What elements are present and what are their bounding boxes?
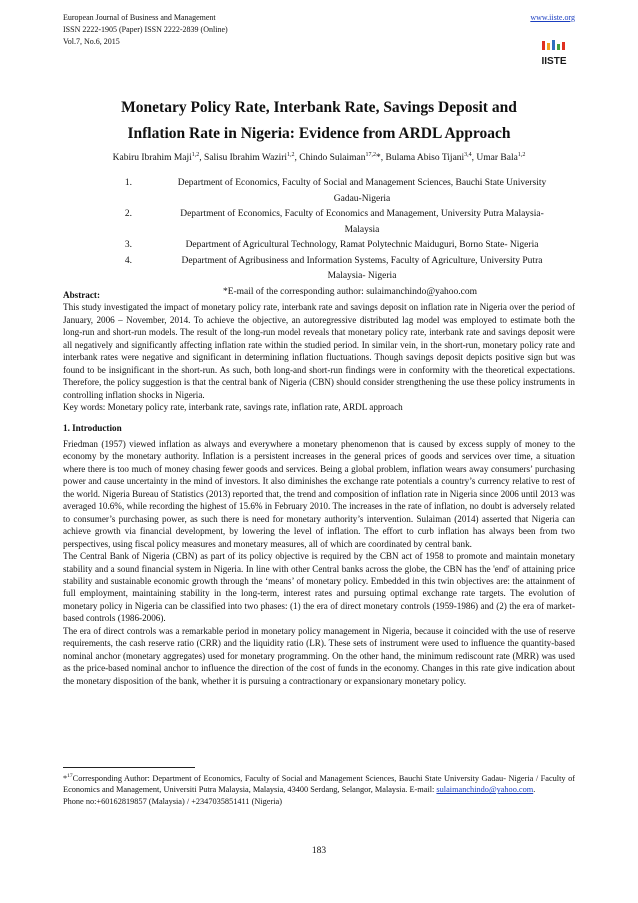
keywords: Key words: Monetary policy rate, interbank rate, savings rate, inflation rate, ARDL approach	[63, 402, 403, 413]
abstract-text: This study investigated the impact of monetary policy rate, interbank rate and savings deposit on inflation rate in Nigeria over the period of January, 2006 – November, 2014. To achieve the objective, an autoregressive distributed lag model was employed to estimate both the long-run and short-run models. The result of the long-run model reveals that monetary policy rate, interbank rate and savings deposit were all negatively and significantly affecting inflation rate within the studied period. In similar vein, in the short-run, monetary policy rate and interbank rates were negative and significant in determining inflation fluctuations. Though savings deposit depicts positive sign but was found to be insignificant in the short-run. As such, both long-and short-run findings were in conformity with the theoretical expectations. Therefore, the policy suggestion is that the central bank of Nigeria (CBN) should consider strengthening the use these policy instruments in controlling inflation shocks in Nigeria.	[63, 302, 575, 400]
paragraph: Friedman (1957) viewed inflation as always and everywhere a monetary phenomenon that is caused by excess supply of money to the economy by the monetary authority. Inflation is a persistent increases in the general prices of goods and services over time, a situation where there is too much of money chasing fewer goods and services. Being a global problem, inflation wears away consumers’ purchasing power and cause uncertainty in the mind of investors. It also diminishes the exchange rate potentials a country’s currency relative to rest of the world. Nigeria Bureau of Statistics (2013) reported that, the trend and composition of inflation rate in Nigeria since 2006 until 2013 was averaged 10.6%, while recording the highest of 15.6% in February 2010. The increases in the rate of inflation, no doubt is adversely related to consumer’s purchasing power, as such there is need for monetary authority’s intervention. Sulaiman (2014) asserted that Nigeria can achieve growth via financial development, by lowering the level of inflation. The effort to curb inflation has always been from two perspectives, using fiscal policy measures and monetary measures, all of which are coordinated by central bank.	[63, 438, 575, 549]
affiliation-item: 3. Department of Agricultural Technology, Ramat Polytechnic Maiduguri, Borno State- Nigeria	[124, 240, 539, 250]
volume-line: Vol.7, No.6, 2015	[63, 37, 120, 46]
title-line-1: Monetary Policy Rate, Interbank Rate, Savings Deposit and	[121, 99, 517, 116]
journal-header	[63, 12, 575, 48]
author: Salisu Ibrahim Waziri$^{1,2}$	[204, 152, 295, 164]
footnote-email-link[interactable]: sulaimanchindo@yahoo.com	[436, 785, 534, 795]
paper-title	[63, 95, 575, 147]
page-number: 183	[311, 846, 327, 856]
author-list: Kabiru Ibrahim Maji$^{1,2}$, Salisu Ibrahim Waziri$^{1,2}$, Chindo Sulaiman$^{17,2}$*, Bulama Abiso Tijani$^{3,4}$, Umar Bala$^{1,2}$	[112, 152, 526, 164]
footnote-divider	[63, 767, 195, 768]
journal-url-link[interactable]: www.iiste.org	[530, 13, 575, 22]
title-line-2: Inflation Rate in Nigeria: Evidence from ARDL Approach	[127, 125, 511, 142]
author: Kabiru Ibrahim Maji$^{1,2}$	[112, 152, 200, 164]
author: Bulama Abiso Tijani$^{3,4}$	[385, 152, 472, 164]
iiste-logo	[534, 40, 574, 68]
affiliation-list	[110, 176, 580, 300]
author: Chindo Sulaiman$^{17,2}$*	[299, 152, 381, 164]
issn-line: ISSN 2222-1905 (Paper) ISSN 2222-2839 (Online)	[63, 25, 228, 34]
body-text	[63, 289, 575, 687]
affiliation-item: 2. Department of Economics, Faculty of Economics and Management, University Putra Malaysia- Malaysia	[124, 209, 544, 235]
paragraph: The era of direct controls was a remarkable period in monetary policy management in Nigeria, because it coincided with the use of reserve requirements, the cash reserve ratio (CRR) and the liquidity ratio (LR). These sets of instrument were used to influence the quantity-based nominal anchor (monetary aggregates) used for monetary programming. On the other hand, the minimum rediscount rate (MRR) was used as the price-based nominal anchor to influence the direction of the cost of funds in the economy. Changes in this rate give indication about the monetary disposition of the bank, whether it is pursuing a contractionary or expansionary monetary policy.	[63, 625, 575, 686]
affiliation-item: 1. Department of Economics, Faculty of Social and Management Sciences, Bauchi State University Gadau-Nigeria	[124, 178, 547, 204]
author: Umar Bala$^{1,2}$	[476, 152, 526, 164]
footnote-phone: Phone no:+60162819857 (Malaysia) / +2347035851411 (Nigeria)	[63, 796, 282, 806]
affiliation-item: 4. Department of Agribusiness and Information Systems, Faculty of Agriculture, University Putra Malaysia- Nigeria	[124, 255, 543, 281]
logo-text: IISTE	[541, 56, 567, 67]
abstract-heading: Abstract:	[63, 290, 100, 300]
journal-name: European Journal of Business and Management	[63, 13, 216, 22]
section-heading: 1. Introduction	[63, 422, 122, 433]
paragraph: The Central Bank of Nigeria (CBN) as part of its policy objective is required by the CBN act of 1958 to promote and maintain monetary stability and a sound financial system in Nigeria. In line with other Central banks across the globe, the CBN has the 'end' of attaining price stability and sustainable economic growth through the ‘means’ of monetary policy. Embedded in this twin objectives are: the attainment of full employment, maintaining stability in the long-term, interest rates and pursuing optimal exchange rate targets. The evolution of monetary policy in Nigeria can be classified into two phases: (1) the era of direct monetary controls (1959-1986) and (2) the era of market-based controls (1986-2006).	[63, 551, 575, 624]
corresponding-email: *E-mail of the corresponding author: sulaimanchindo@yahoo.com	[222, 286, 478, 297]
footnote: *$^{17}$Corresponding Author: Department of Economics, Faculty of Social and Management Sciences, Bauchi State University Gadau- Nigeria / Faculty of Economics and Management, Universiti Putra Malaysia, Malaysia, 43400 Serdang, Selangor, Malaysia. E-mail: sulaimanchindo@yahoo.com. Phone no:+60162819857 (Malaysia) / +2347035851411 (Nigeria)	[63, 773, 575, 806]
